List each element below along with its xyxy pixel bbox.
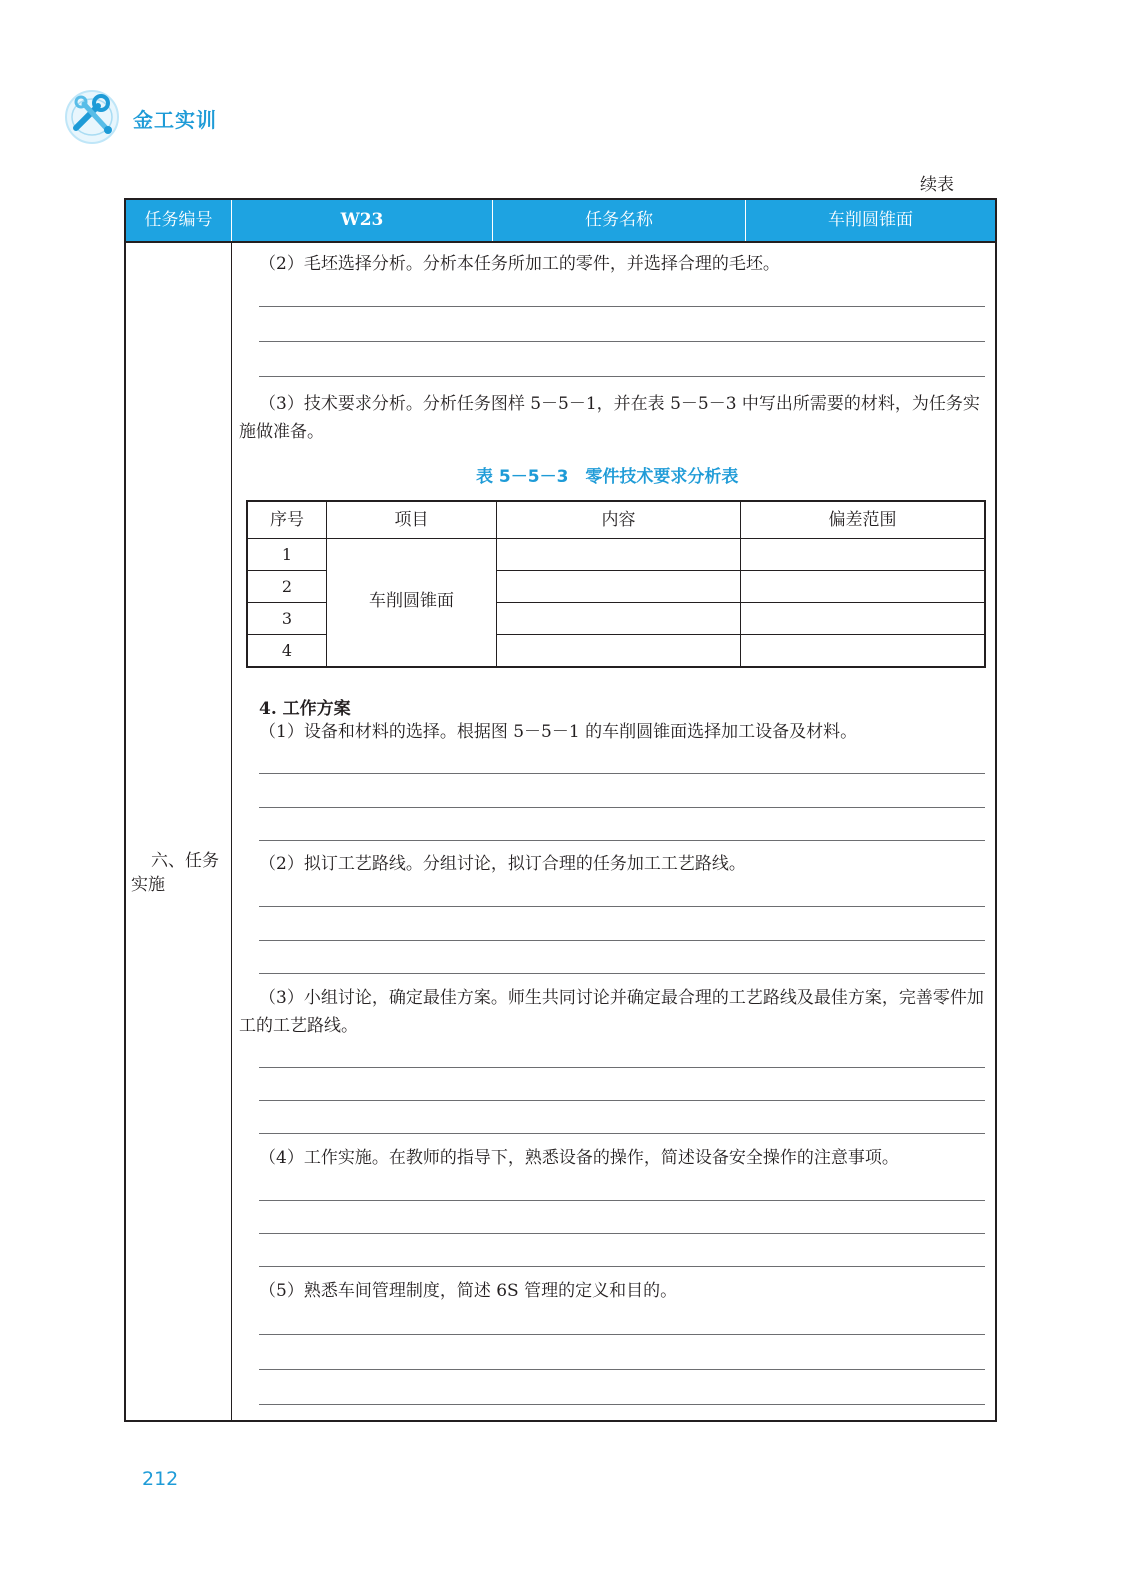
continued-label: 续表 (920, 175, 954, 195)
section-column (126, 241, 232, 1420)
answer-line[interactable] (259, 1266, 985, 1267)
answer-line[interactable] (259, 973, 985, 974)
subtable-header-content: 内容 (601, 510, 636, 530)
task-table (124, 198, 997, 1422)
subtable-caption: 表 5－5－3 零件技术要求分析表 (476, 467, 739, 487)
item-technical-analysis: （3）技术要求分析。分析任务图样 5－5－1，并在表 5－5－3 中写出所需要的材料，为任务实施做准备。 (239, 394, 980, 442)
plan-equipment: （1）设备和材料的选择。根据图 5－5－1 的车削圆锥面选择加工设备及材料。 (259, 722, 858, 742)
answer-line[interactable] (259, 807, 985, 808)
book-title: 金工实训 (133, 108, 217, 132)
table-row: 3 (281, 609, 293, 628)
answer-line[interactable] (259, 376, 985, 377)
answer-line[interactable] (259, 1233, 985, 1234)
answer-line[interactable] (259, 1100, 985, 1101)
plan-process-route: （2）拟订工艺路线。分组讨论，拟订合理的任务加工工艺路线。 (259, 854, 746, 874)
wrench-gear-icon (62, 88, 122, 146)
subtable-header-tolerance: 偏差范围 (828, 510, 897, 530)
merged-item-cell: 车削圆锥面 (369, 591, 454, 611)
answer-line[interactable] (259, 906, 985, 907)
header-task-name-label: 任务名称 (585, 210, 653, 230)
section-label: 六、任务实施 (131, 851, 219, 895)
answer-line[interactable] (259, 1369, 985, 1370)
plan-best-solution: （3）小组讨论，确定最佳方案。师生共同讨论并确定最合理的工艺路线及最佳方案，完善零件加工的工艺路线。 (239, 988, 984, 1036)
work-plan-heading: 4. 工作方案 (259, 699, 351, 719)
answer-line[interactable] (259, 306, 985, 307)
answer-line[interactable] (259, 1067, 985, 1068)
header-task-number-label: 任务编号 (144, 210, 213, 230)
answer-line[interactable] (259, 341, 985, 342)
header-task-name-value: 车削圆锥面 (828, 210, 913, 230)
answer-line[interactable] (259, 1200, 985, 1201)
subtable-header-seq: 序号 (270, 510, 304, 530)
answer-line[interactable] (259, 773, 985, 774)
page-number: 212 (142, 1468, 179, 1490)
header-task-number-value: W23 (340, 210, 384, 230)
subtable-header-item: 项目 (394, 510, 429, 530)
requirements-table (246, 500, 986, 668)
answer-line[interactable] (259, 1133, 985, 1134)
table-header-row (126, 200, 995, 243)
answer-line[interactable] (259, 940, 985, 941)
answer-line[interactable] (259, 1404, 985, 1405)
answer-line[interactable] (259, 840, 985, 841)
table-row: 1 (281, 545, 293, 564)
table-row: 2 (281, 577, 293, 596)
answer-line[interactable] (259, 1334, 985, 1335)
plan-implementation: （4）工作实施。在教师的指导下，熟悉设备的操作，简述设备安全操作的注意事项。 (259, 1148, 899, 1168)
plan-6s-management: （5）熟悉车间管理制度，简述 6S 管理的定义和目的。 (259, 1281, 678, 1301)
table-row: 4 (281, 641, 293, 660)
item-blank-analysis: （2）毛坯选择分析。分析本任务所加工的零件，并选择合理的毛坯。 (259, 254, 780, 274)
